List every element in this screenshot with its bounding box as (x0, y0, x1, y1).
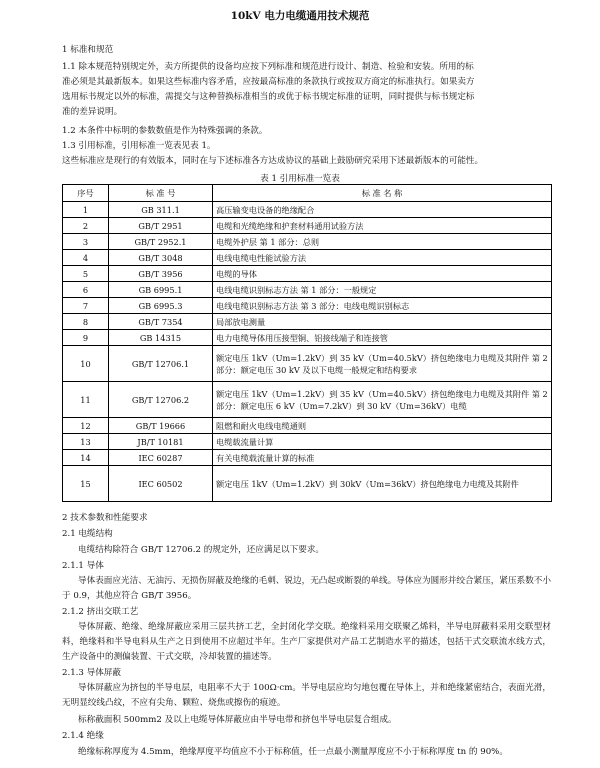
section-2-1-2-text: 导体屏蔽、绝缘、绝缘屏蔽应采用三层共挤工艺，全封闭化学交联。绝缘料采用交联聚乙烯料，半导电屏蔽料采用交联型材料，绝缘料和半导电料从生产之日到使用不应超过半年。生产厂家提供对产品工艺制造水平的描述，包括干式交联流水线方式，生产设备中的测偏装置、干式交联，冷却装置的描述等。 (62, 622, 551, 662)
table-row (63, 218, 552, 234)
row-no: 9 (63, 330, 109, 346)
row-no: 3 (63, 234, 109, 250)
row-no: 14 (63, 450, 109, 466)
row-no: 7 (63, 298, 109, 314)
row-no: 2 (63, 218, 109, 234)
table-row (63, 466, 552, 502)
table-row (63, 330, 552, 346)
row-name: 电缆外护层 第 1 部分：总则 (213, 234, 552, 250)
row-no: 12 (63, 418, 109, 434)
table-row (63, 314, 552, 330)
row-code: IEC 60502 (109, 466, 213, 502)
section-1-3: 1.3 引用标准，引用标准一览表见表 1。 (62, 141, 216, 151)
section-1-1-line-2: 准必须是其最新版本。如果这些标准内容矛盾，应按最高标准的条款执行或按双方商定的标准执行。如果卖方 (62, 77, 475, 87)
row-name: 电线电缆电性能试验方法 (213, 250, 552, 266)
row-no: 6 (63, 282, 109, 298)
row-name: 局部放电测量 (213, 314, 552, 330)
section-2-heading: 2 技术参数和性能要求 (62, 513, 148, 523)
row-no: 1 (63, 202, 109, 218)
row-no: 15 (63, 466, 109, 502)
table-row (63, 298, 552, 314)
header-code: 标 准 号 (109, 185, 213, 202)
section-1-2: 1.2 本条件中标明的参数数值是作为特殊强调的条款。 (62, 126, 268, 136)
row-name: 额定电压 1kV（Um=1.2kV）到 35 kV（Um=40.5kV）挤包绝缘电力电缆及其附件 第 2 部分：额定电压 6 kV（Um=7.2kV）到 30 kV（Um=36kV）电缆 (213, 382, 552, 418)
row-name: 电缆和光缆绝缘和护套材料通用试验方法 (213, 218, 552, 234)
row-name: 电线电缆识别标志方法 第 3 部分：电线电缆识别标志 (213, 298, 552, 314)
section-1-1-line-4: 准的差异说明。 (62, 107, 123, 117)
table-row (63, 282, 552, 298)
row-code: GB/T 2952.1 (109, 234, 213, 250)
row-name: 阻燃和耐火电线电缆通则 (213, 418, 552, 434)
row-code: IEC 60287 (109, 450, 213, 466)
row-code: GB/T 3048 (109, 250, 213, 266)
header-no: 序号 (63, 185, 109, 202)
section-2-1-3-text-2: 标称截面积 500mm2 及以上电缆导体屏蔽应由半导电带和挤包半导电层复合组成。 (78, 715, 397, 725)
row-name: 额定电压 1kV（Um=1.2kV）到 35 kV（Um=40.5kV）挤包绝缘电力电缆及其附件 第 2 部分：额定电压 30 kV 及以下电缆一般规定和结构要求 (213, 346, 552, 382)
table-row (63, 418, 552, 434)
section-1-1-line-3: 选用标书规定以外的标准，需提交与这种替换标准相当的或优于标书规定标准的证明，同时提供与标书规定标 (62, 92, 475, 102)
row-code: GB/T 12706.2 (109, 382, 213, 418)
table-header-row (63, 185, 552, 202)
row-name: 有关电缆载流量计算的标准 (213, 450, 552, 466)
row-name: 电缆载流量计算 (213, 434, 552, 450)
row-no: 13 (63, 434, 109, 450)
standards-table (62, 184, 552, 502)
row-code: GB 6995.1 (109, 282, 213, 298)
row-code: GB 311.1 (109, 202, 213, 218)
table-row (63, 266, 552, 282)
row-name: 电力电缆导体用压接型铜、铝接线端子和连接管 (213, 330, 552, 346)
row-code: GB/T 19666 (109, 418, 213, 434)
section-2-1-2-heading: 2.1.2 挤出交联工艺 (62, 607, 139, 617)
section-2-1-4-heading: 2.1.4 绝缘 (62, 731, 104, 741)
row-code: GB/T 2951 (109, 218, 213, 234)
section-2-1-text: 电缆结构除符合 GB/T 12706.2 的规定外，还应满足以下要求。 (78, 545, 325, 555)
row-name: 电缆的导体 (213, 266, 552, 282)
row-name: 高压输变电设备的绝缘配合 (213, 202, 552, 218)
row-code: GB 14315 (109, 330, 213, 346)
table-row (63, 434, 552, 450)
table-row (63, 450, 552, 466)
row-code: GB/T 3956 (109, 266, 213, 282)
header-name: 标 准 名 称 (213, 185, 552, 202)
table-row (63, 346, 552, 382)
row-code: JB/T 10181 (109, 434, 213, 450)
row-no: 10 (63, 346, 109, 382)
section-2-1-4-text: 绝缘标称厚度为 4.5mm，绝缘厚度平均值应不小于标称值，任一点最小测量厚度应不小于标称厚度 tn 的 90%。 (78, 747, 508, 757)
section-1-3-note: 这些标准应是现行的有效版本，同时在与下述标准各方达成协议的基础上鼓励研究采用下述最新版本的可能性。 (62, 156, 484, 166)
row-name: 电线电缆识别标志方法 第 1 部分：一般规定 (213, 282, 552, 298)
table-row (63, 202, 552, 218)
section-2-1-3-heading: 2.1.3 导体屏蔽 (62, 668, 121, 678)
row-no: 11 (63, 382, 109, 418)
section-2-1-1-text: 导体表面应光洁、无油污、无损伤屏蔽及绝缘的毛刺、锐边，无凸起或断裂的单线。导体应为圆形并绞合紧压，紧压系数不小于 0.9，其他应符合 GB/T 3956。 (62, 576, 551, 601)
section-2-1-3-text: 导体屏蔽应为挤包的半导电层，电阻率不大于 100Ω·cm。半导电层应均匀地包覆在导体上，并和绝缘紧密结合，表面光滑，无明显绞线凸纹，不应有尖角、颗粒、烧焦或擦伤的痕迹。 (62, 683, 551, 708)
section-2-1-heading: 2.1 电缆结构 (62, 529, 113, 539)
row-no: 5 (63, 266, 109, 282)
row-code: GB/T 7354 (109, 314, 213, 330)
row-no: 8 (63, 314, 109, 330)
section-2-1-1-heading: 2.1.1 导体 (62, 561, 104, 571)
section-1-1-line-1: 1.1 除本规范特别规定外，卖方所提供的设备均应按下列标准和规范进行设计、制造、检验和安装。所用的标 (62, 62, 474, 72)
row-no: 4 (63, 250, 109, 266)
section-1-heading: 1 标准和规范 (62, 45, 114, 55)
row-code: GB 6995.3 (109, 298, 213, 314)
row-code: GB/T 12706.1 (109, 346, 213, 382)
row-name: 额定电压 1kV（Um=1.2kV）到 30kV（Um=36kV）挤包绝缘电力电缆及其附件 (213, 466, 552, 502)
document-title: 10kV 电力电缆通用技术规范 (230, 10, 370, 22)
table-row (63, 382, 552, 418)
table-row (63, 234, 552, 250)
table-caption: 表 1 引用标准一览表 (260, 174, 340, 184)
table-row (63, 250, 552, 266)
